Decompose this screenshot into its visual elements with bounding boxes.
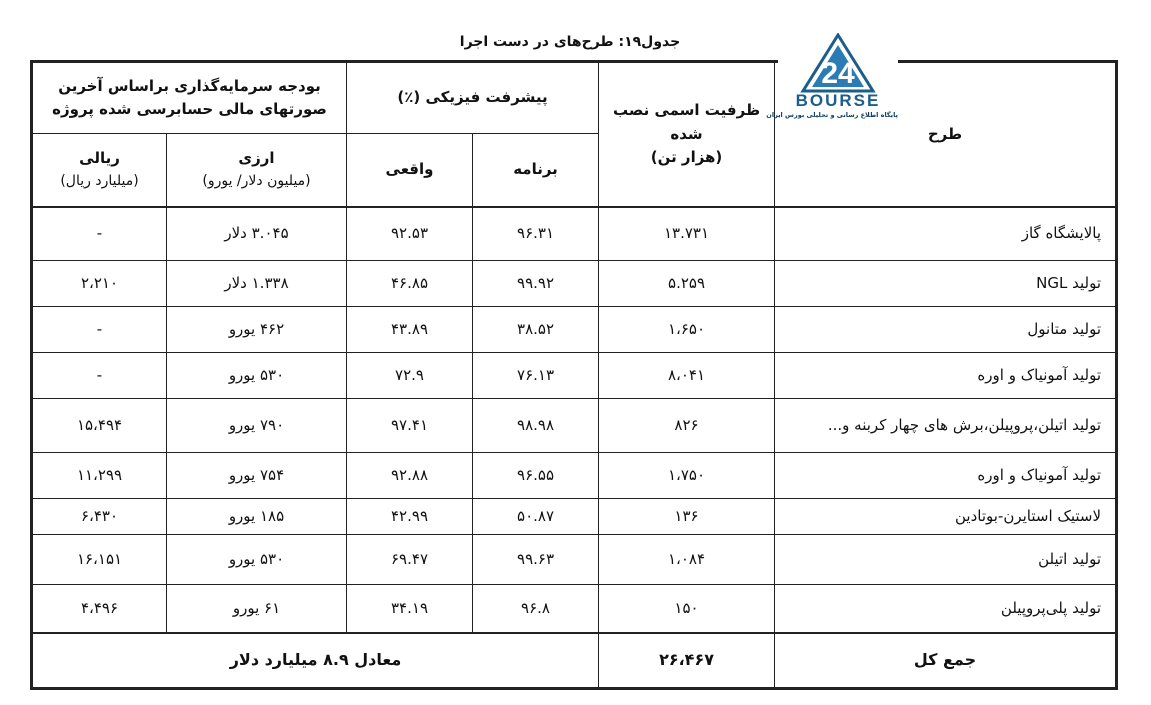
total-label: جمع کل xyxy=(775,633,1117,689)
budget-fx-cell: ۶۱ یورو xyxy=(167,585,347,633)
table-caption: جدول۱۹: طرح‌های در دست اجرا xyxy=(459,34,681,50)
capacity-cell: ۵.۲۵۹ xyxy=(599,261,775,307)
table-row xyxy=(32,207,1117,261)
header-progress-label: پیشرفت فیزیکی (٪) xyxy=(397,88,548,107)
budget-fx-cell: ۷۵۴ یورو xyxy=(167,453,347,499)
progress-plan-cell: ۹۸.۹۸ xyxy=(473,399,599,453)
table-row xyxy=(32,399,1117,453)
header-fx-unit: (میلیون دلار/ یورو) xyxy=(202,172,311,189)
progress-actual-cell: ۷۲.۹ xyxy=(347,353,473,399)
project-cell: تولید پلی‌پروپیلن xyxy=(775,585,1117,633)
table-row xyxy=(32,353,1117,399)
project-cell: تولید آمونیاک و اوره xyxy=(775,353,1117,399)
capacity-cell: ۱۳۶ xyxy=(599,499,775,535)
progress-plan-cell: ۷۶.۱۳ xyxy=(473,353,599,399)
progress-actual-cell: ۹۲.۵۳ xyxy=(347,207,473,261)
capacity-cell: ۸۲۶ xyxy=(599,399,775,453)
budget-rial-cell: ۶،۴۳۰ xyxy=(32,499,167,535)
progress-plan-cell: ۹۶.۳۱ xyxy=(473,207,599,261)
budget-rial-cell: ۲،۲۱۰ xyxy=(32,261,167,307)
logo-name: BOURSE xyxy=(795,91,881,110)
progress-plan-cell: ۹۹.۹۲ xyxy=(473,261,599,307)
progress-plan-cell: ۵۰.۸۷ xyxy=(473,499,599,535)
logo-mark-text: 24 xyxy=(821,57,855,90)
budget-fx-cell: ۵۳۰ یورو xyxy=(167,535,347,585)
total-capacity: ۲۶،۴۶۷ xyxy=(599,633,775,689)
progress-actual-cell: ۹۲.۸۸ xyxy=(347,453,473,499)
budget-fx-cell: ۱.۳۳۸ دلار xyxy=(167,261,347,307)
project-cell: پالایشگاه گاز xyxy=(775,207,1117,261)
budget-fx-cell: ۱۸۵ یورو xyxy=(167,499,347,535)
header-fx-label: ارزی xyxy=(238,149,275,168)
progress-actual-cell: ۴۶.۸۵ xyxy=(347,261,473,307)
capacity-cell: ۱۳.۷۳۱ xyxy=(599,207,775,261)
header-rial-label: ریالی xyxy=(79,149,120,168)
progress-actual-cell: ۳۴.۱۹ xyxy=(347,585,473,633)
project-cell: تولید NGL xyxy=(775,261,1117,307)
progress-actual-cell: ۴۲.۹۹ xyxy=(347,499,473,535)
header-rial xyxy=(32,134,167,207)
budget-rial-cell: ۱۵،۴۹۴ xyxy=(32,399,167,453)
progress-actual-cell: ۴۳.۸۹ xyxy=(347,307,473,353)
header-rial-unit: (میلیارد ریال) xyxy=(60,172,139,189)
progress-plan-cell: ۹۹.۶۳ xyxy=(473,535,599,585)
header-budget-line2: صورتهای مالی حسابرسی شده پروژه xyxy=(52,100,327,118)
logo-tagline: پایگاه اطلاع رسانی و تحلیلی بورس ایران xyxy=(766,111,898,119)
header-progress-actual: واقعی xyxy=(347,134,473,207)
bourse-logo xyxy=(766,33,898,126)
budget-rial-cell: ۱۶،۱۵۱ xyxy=(32,535,167,585)
capacity-cell: ۱،۶۵۰ xyxy=(599,307,775,353)
total-budget: معادل ۸.۹ میلیارد دلار xyxy=(32,633,599,689)
table-row xyxy=(32,307,1117,353)
project-cell: تولید اتیلن،پروپیلن،برش های چهار کربنه و... xyxy=(775,399,1117,453)
budget-fx-cell: ۵۳۰ یورو xyxy=(167,353,347,399)
header-fx xyxy=(167,134,347,207)
header-progress-plan: برنامه xyxy=(473,134,599,207)
header-capacity-line2: شده xyxy=(670,124,703,143)
header-budget xyxy=(32,62,347,134)
total-row xyxy=(32,633,1117,689)
projects-table-container xyxy=(30,60,1115,678)
capacity-cell: ۱،۷۵۰ xyxy=(599,453,775,499)
budget-rial-cell: - xyxy=(32,307,167,353)
budget-rial-cell: ۱۱،۲۹۹ xyxy=(32,453,167,499)
budget-fx-cell: ۳.۰۴۵ دلار xyxy=(167,207,347,261)
logo-mark-icon xyxy=(778,33,898,93)
budget-rial-cell: - xyxy=(32,353,167,399)
progress-actual-cell: ۶۹.۴۷ xyxy=(347,535,473,585)
budget-rial-cell: ۴،۴۹۶ xyxy=(32,585,167,633)
project-cell: تولید آمونیاک و اوره xyxy=(775,453,1117,499)
projects-table xyxy=(30,60,1118,690)
project-cell: تولید متانول xyxy=(775,307,1117,353)
progress-actual-cell: ۹۷.۴۱ xyxy=(347,399,473,453)
header-capacity-line1: ظرفیت اسمی نصب xyxy=(612,101,761,120)
budget-fx-cell: ۴۶۲ یورو xyxy=(167,307,347,353)
header-row-1 xyxy=(32,62,1117,134)
header-project: طرح xyxy=(775,62,1117,207)
capacity-cell: ۱،۰۸۴ xyxy=(599,535,775,585)
progress-plan-cell: ۹۶.۸ xyxy=(473,585,599,633)
table-row xyxy=(32,535,1117,585)
header-progress xyxy=(347,62,599,134)
project-cell: تولید اتیلن xyxy=(775,535,1117,585)
header-capacity-unit: (هزار تن) xyxy=(650,147,723,166)
capacity-cell: ۸،۰۴۱ xyxy=(599,353,775,399)
table-row xyxy=(32,453,1117,499)
header-capacity xyxy=(599,62,775,207)
progress-plan-cell: ۹۶.۵۵ xyxy=(473,453,599,499)
table-row xyxy=(32,261,1117,307)
budget-fx-cell: ۷۹۰ یورو xyxy=(167,399,347,453)
table-row xyxy=(32,499,1117,535)
project-cell: لاستیک استایرن-بوتادین xyxy=(775,499,1117,535)
header-budget-line1: بودجه سرمایه‌گذاری براساس آخرین xyxy=(58,76,321,95)
budget-rial-cell: - xyxy=(32,207,167,261)
table-row xyxy=(32,585,1117,633)
progress-plan-cell: ۳۸.۵۲ xyxy=(473,307,599,353)
capacity-cell: ۱۵۰ xyxy=(599,585,775,633)
